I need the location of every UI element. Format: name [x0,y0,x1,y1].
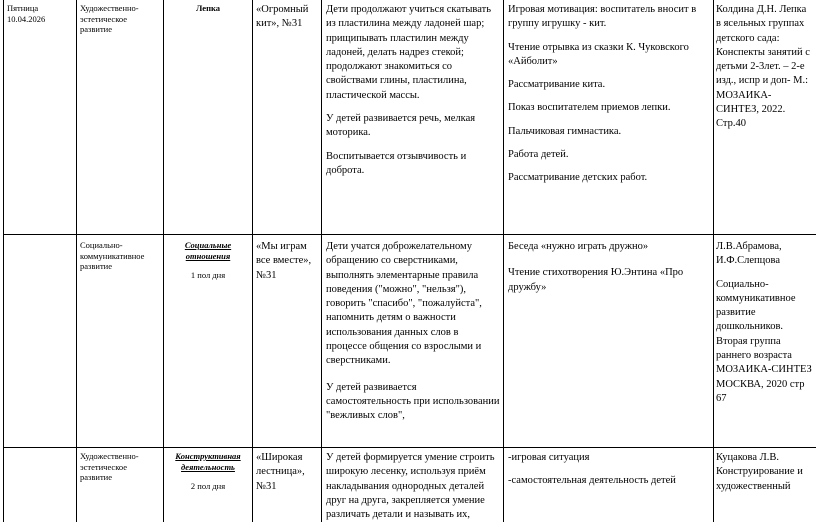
method-item: Чтение стихотворения Ю.Энтина «Про дружбу» [508,267,684,293]
day-name: Пятница [7,3,39,13]
column-divider [163,0,164,522]
area-text: Художественно-эстетическое развитие [80,451,139,482]
method-item: Игровая мотивация: воспитатель вносит в группу игрушку - кит. [508,4,697,30]
column-divider [252,0,253,522]
theme-text: «Мы играм все вместе», №31 [256,241,312,281]
goal-paragraph: Воспитывается отзывчивость и доброта. [326,150,467,176]
method-item: Показ воспитателем приемов лепки. [508,102,671,114]
day-cell [7,3,73,24]
area-cell [80,240,160,272]
literature-cell [716,451,812,494]
method-item: Работа детей. [508,149,569,161]
method-item: -игровая ситуация [508,452,590,463]
area-cell [80,451,160,483]
row-divider [3,447,816,448]
column-divider [76,0,77,522]
goals-cell [326,451,500,522]
activity-cell [166,240,250,281]
activity-title: Конструктивная деятельность [175,451,241,472]
column-divider [713,0,714,522]
theme-text: «Огромный кит», №31 [256,4,309,30]
theme-cell [256,451,318,494]
method-item: Рассматривание детских работ. [508,172,648,184]
literature-cell [716,3,812,132]
methods-cell [508,451,708,489]
table-border-left [3,0,4,522]
method-item: Чтение отрывка из сказки К. Чуковского «Айболит» [508,41,689,67]
method-item: -самостоятельная деятельность детей [508,475,676,487]
day-date: 10.04.2026 [7,13,46,24]
theme-cell [256,3,318,32]
goal-paragraph: Дети учатся доброжелательному обращению со сверстниками, выполнять элементарные правила поведения ("можно", "нельзя"), говорить "спасибо", "пожалуйста", напомнить детям о важности использования данных слов в процессе общения со взрослыми и сверстниками. [326,241,482,367]
activity-title: Лепка [196,3,220,13]
methods-cell [508,3,708,186]
method-item: Беседа «нужно играть дружно» [508,241,649,252]
goal-paragraph: Дети продолжают учиться скатывать из пластилина между ладоней шар; прищипывать пластилин между ладоней, делать надрез стекой; продолжают знакомиться со свойствами глины, пластилина, пластической массы. [326,4,491,101]
theme-cell [256,240,318,283]
area-cell [80,3,160,35]
activity-note: 1 пол дня [190,270,226,280]
column-divider [321,0,322,522]
literature-authors: Л.В.Абрамова, И.Ф.Слепцова [716,241,782,267]
activity-cell [166,451,250,492]
goal-paragraph: У детей формируется умение строить широкую лесенку, используя приём накладывания однородных деталей друг на друга, закрепляется умение различать детали и называть их, [326,452,495,521]
methods-cell [508,240,708,295]
theme-text: «Широкая лестница», №31 [256,452,305,492]
method-item: Пальчиковая гимнастика. [508,125,622,137]
literature-text: Колдина Д.Н. Лепка в ясельных группах детского сада: Конспекты занятий с детьми 2-3лет. – 2-е изд., испр и доп- М.: МОЗАИКА-СИНТЕЗ, 2022. Стр.40 [716,4,810,130]
activity-cell [166,3,250,14]
goals-cell [326,240,500,424]
literature-text: Социально-коммуникативное развитие дошкольников. Вторая группа раннего возраста МОЗАИКА-СИНТЕЗ МОСКВА, 2020 стр 67 [716,278,812,404]
literature-text: Куцакова Л.В. Конструирование и художественный [716,452,803,492]
activity-note: 2 пол дня [190,481,226,491]
goal-paragraph: У детей развивается самостоятельность при использовании "вежливых слов", [326,381,500,422]
row-divider [3,234,816,235]
method-item: Рассматривание кита. [508,79,606,91]
area-text: Художественно-эстетическое развитие [80,3,139,34]
literature-cell [716,240,812,406]
goals-cell [326,3,500,178]
area-text: Социально-коммуникативное развитие [80,240,145,271]
activity-title: Социальные отношения [184,240,232,261]
column-divider [503,0,504,522]
goal-paragraph: У детей развивается речь, мелкая моторика. [326,113,476,139]
